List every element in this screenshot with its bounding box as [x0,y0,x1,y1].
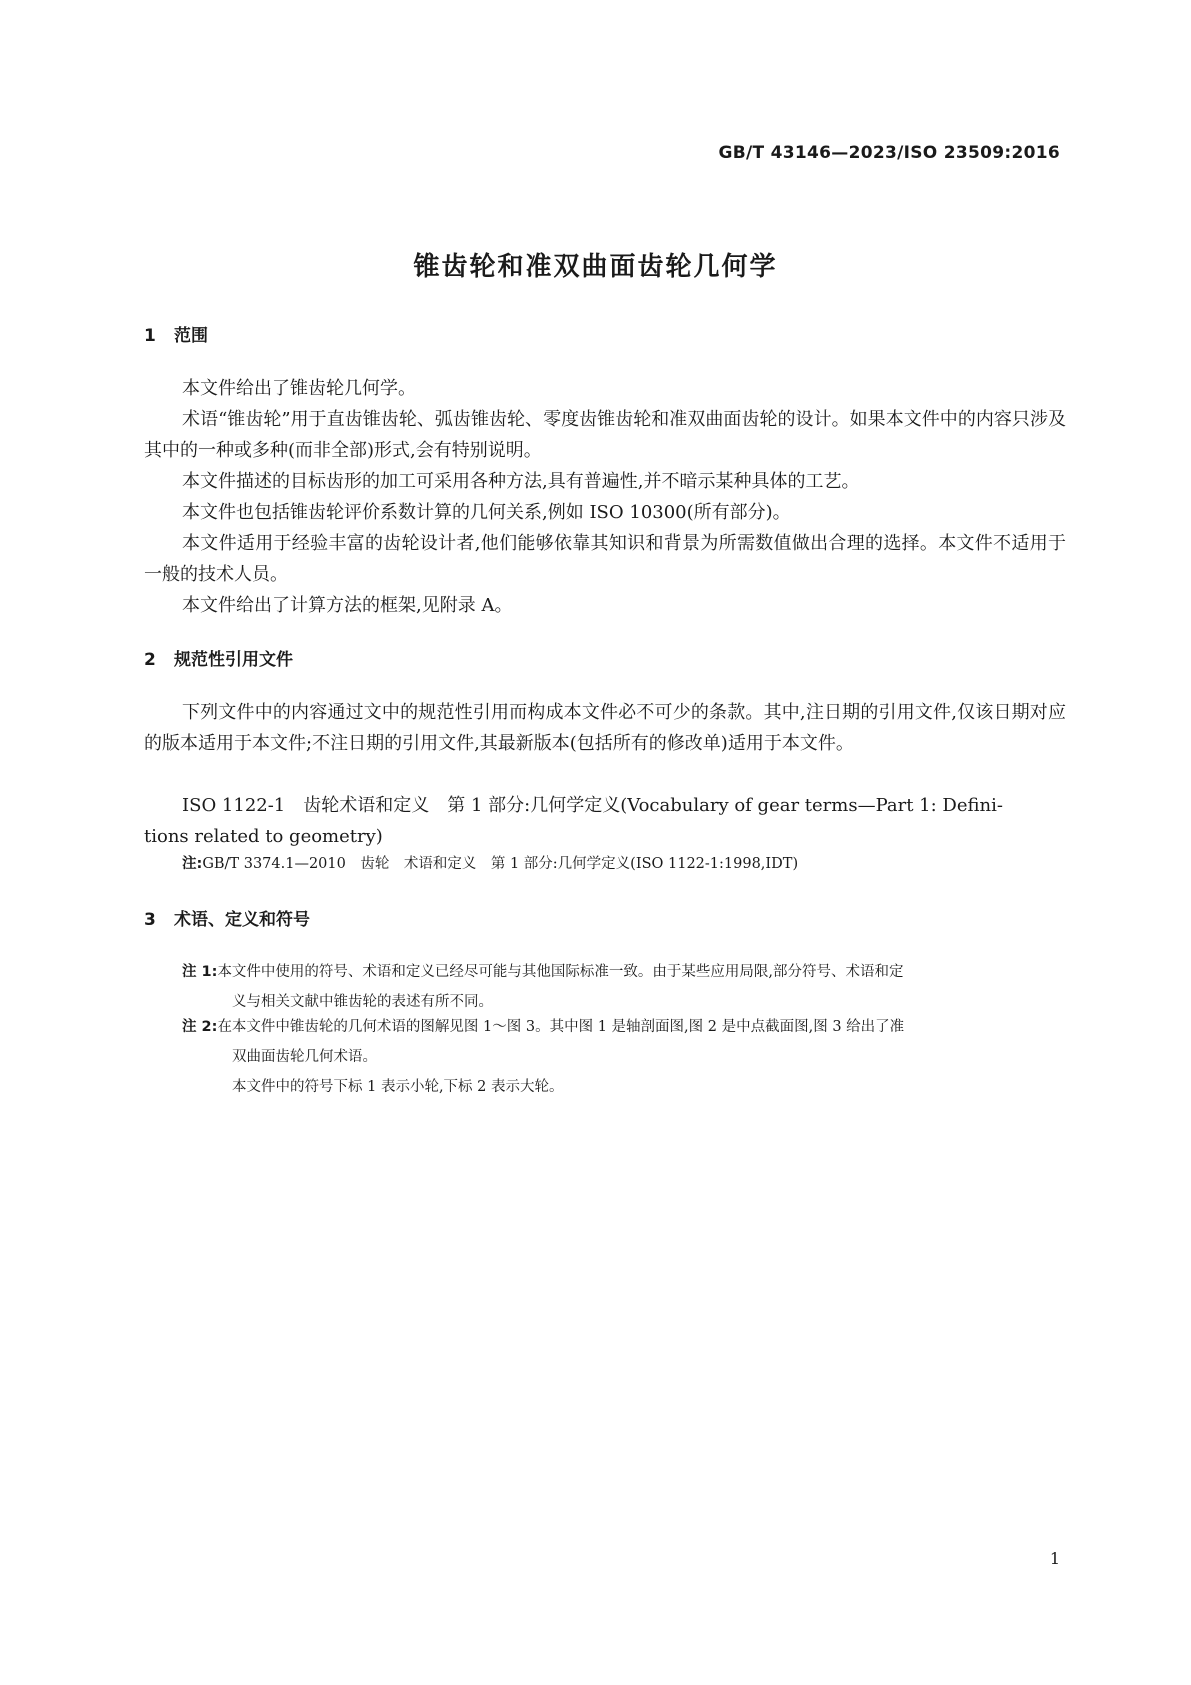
note-text: 本文件中使用的符号、术语和定义已经尽可能与其他国际标准一致。由于某些应用局限,部分符号、术语和定 [217,964,904,980]
scope-paragraph: 本文件描述的目标齿形的加工可采用各种方法,具有普遍性,并不暗示某种具体的工艺。 [182,471,860,492]
note-1-line-2: 义与相关文献中锥齿轮的表述有所不同。 [232,994,493,1010]
note-2 [182,1012,1066,1102]
note-2-line-2: 双曲面齿轮几何术语。 [232,1049,377,1065]
scope-paragraph: 本文件也包括锥齿轮评价系数计算的几何关系,例如 ISO 10300(所有部分)。 [182,502,791,523]
scope-paragraph: 本文件给出了计算方法的框架,见附录 A。 [182,595,513,616]
section-1-heading [144,321,208,346]
section-number: 1 [144,326,156,346]
scope-paragraph: 本文件给出了锥齿轮几何学。 [182,378,416,399]
scope-paragraph: 本文件适用于经验丰富的齿轮设计者,他们能够依靠其知识和背景为所需数值做出合理的选择。本文件不适用于一般的技术人员。 [144,533,1066,585]
section-3-heading [144,905,310,930]
note-1-line-1 [182,957,1066,987]
reference-entry-line-2: tions related to geometry) [144,826,383,847]
note-label: 注: [182,856,203,872]
section-title: 规范性引用文件 [174,650,293,670]
reference-note [182,852,798,873]
normative-references-paragraph: 下列文件中的内容通过文中的规范性引用而构成本文件必不可少的条款。其中,注日期的引用文件,仅该日期对应的版本适用于本文件;不注日期的引用文件,其最新版本(包括所有的修改单)适用于本文件。 [144,702,1066,754]
document-title: 锥齿轮和准双曲面齿轮几何学 [413,252,778,282]
page-number: 1 [1049,1549,1060,1568]
section-title: 范围 [174,326,208,346]
note-2-line-3: 本文件中的符号下标 1 表示小轮,下标 2 表示大轮。 [232,1079,564,1095]
section-number: 3 [144,910,156,930]
reference-entry-line-1: ISO 1122-1 齿轮术语和定义 第 1 部分:几何学定义(Vocabulary of gear terms—Part 1: Defini- [182,795,1003,816]
note-text: 在本文件中锥齿轮的几何术语的图解见图 1～图 3。其中图 1 是轴剖面图,图 2 是中点截面图,图 3 给出了准 [217,1019,905,1035]
note-2-line-1 [182,1012,1066,1042]
scope-paragraph: 术语“锥齿轮”用于直齿锥齿轮、弧齿锥齿轮、零度齿锥齿轮和准双曲面齿轮的设计。如果本文件中的内容只涉及其中的一种或多种(而非全部)形式,会有特别说明。 [144,409,1066,461]
section-number: 2 [144,650,156,670]
section-title: 术语、定义和符号 [174,910,310,930]
standard-number-header: GB/T 43146—2023/ISO 23509:2016 [718,143,1060,163]
section-2-heading [144,645,293,670]
note-label: 注 2: [182,1019,218,1035]
note-label: 注 1: [182,964,218,980]
note-text: GB/T 3374.1—2010 齿轮 术语和定义 第 1 部分:几何学定义(ISO 1122-1:1998,IDT) [202,856,799,872]
note-1 [182,957,1066,1017]
